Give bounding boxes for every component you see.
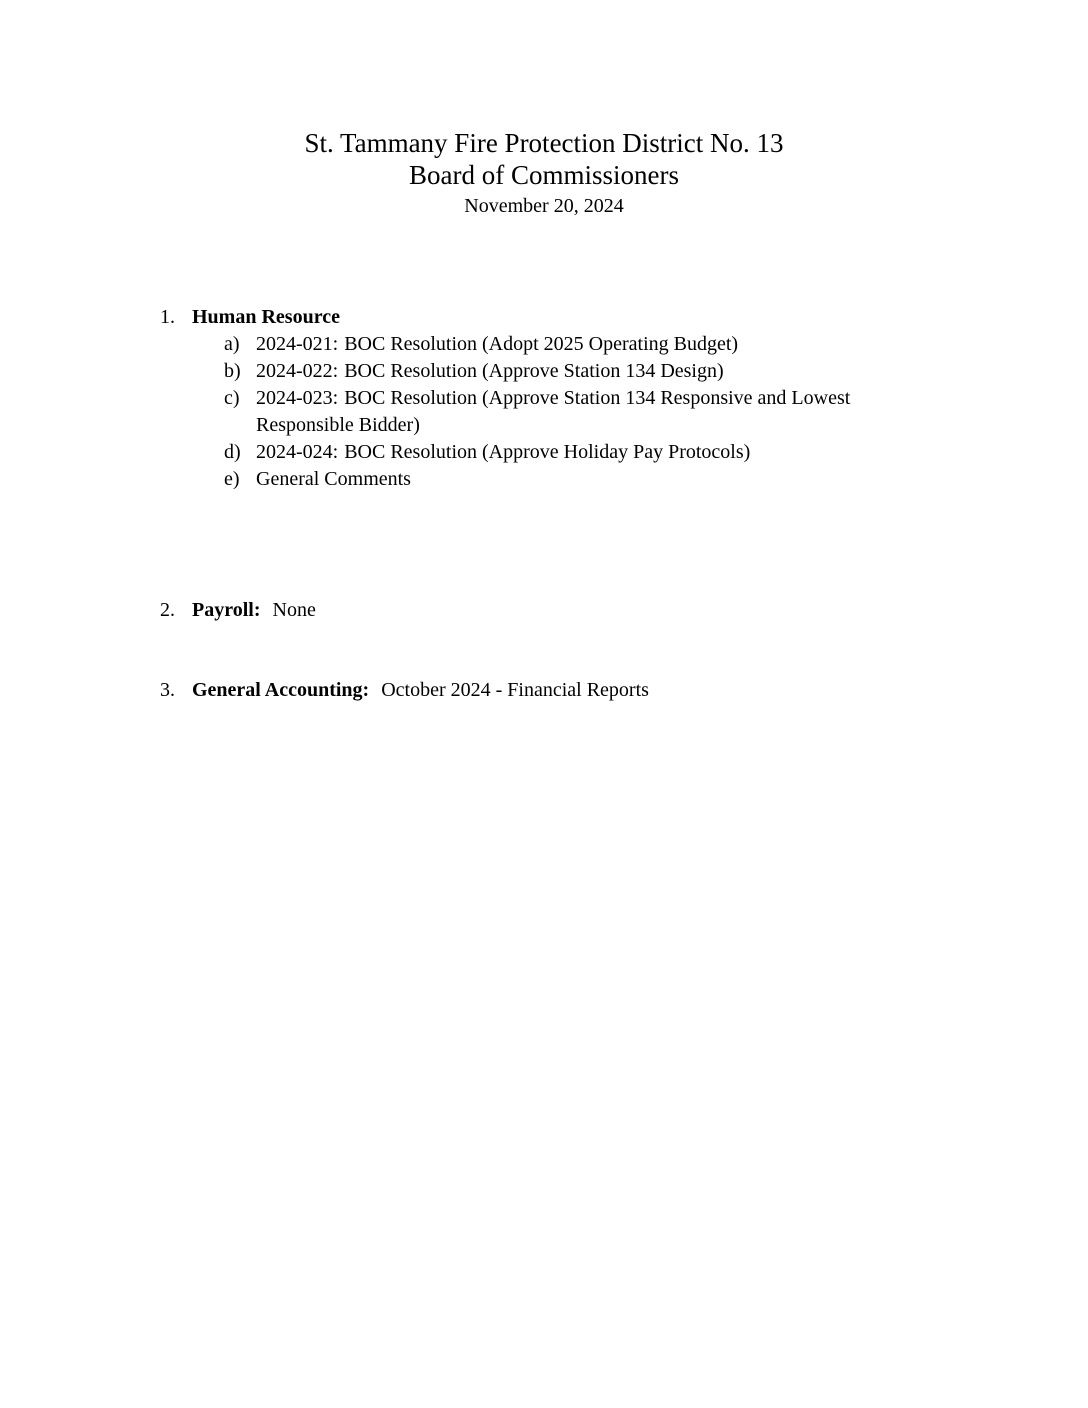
item-text: BOC Resolution (Approve Holiday Pay Protocols) <box>344 441 751 463</box>
item-text: BOC Resolution (Approve Station 134 Responsive and Lowest Responsible Bidder) <box>256 387 851 436</box>
agenda-section-payroll <box>160 597 316 624</box>
agenda-section-human-resource <box>160 304 916 493</box>
list-item <box>160 466 916 493</box>
item-text: BOC Resolution (Adopt 2025 Operating Budget) <box>344 333 739 355</box>
item-letter: d) <box>224 441 241 463</box>
board-title: Board of Commissioners <box>409 160 679 190</box>
item-letter: a) <box>224 333 240 355</box>
section-heading-row <box>160 304 916 331</box>
section-number: 2. <box>160 599 175 621</box>
section-detail: October 2024 - Financial Reports <box>381 679 649 701</box>
item-code: 2024-022: <box>256 360 339 382</box>
organization-title: St. Tammany Fire Protection District No. 13 <box>304 128 784 158</box>
section-number: 3. <box>160 679 175 701</box>
section-heading: General Accounting: <box>192 679 370 701</box>
item-letter: e) <box>224 468 240 490</box>
section-number: 1. <box>160 306 175 328</box>
item-text: BOC Resolution (Approve Station 134 Design) <box>344 360 724 382</box>
list-item <box>160 385 916 439</box>
list-item <box>160 331 916 358</box>
item-letter: b) <box>224 360 241 382</box>
item-code: 2024-023: <box>256 387 339 409</box>
list-item <box>160 358 916 385</box>
meeting-date: November 20, 2024 <box>464 195 624 217</box>
document-header <box>0 127 1088 221</box>
item-code: 2024-024: <box>256 441 339 463</box>
item-code: 2024-021: <box>256 333 339 355</box>
agenda-section-general-accounting <box>160 677 649 704</box>
list-item <box>160 439 916 466</box>
section-detail: None <box>272 599 316 621</box>
item-letter: c) <box>224 387 240 409</box>
resolution-list <box>160 331 916 493</box>
item-text: General Comments <box>256 468 411 490</box>
section-heading: Payroll: <box>192 599 261 621</box>
section-heading: Human Resource <box>192 306 340 328</box>
